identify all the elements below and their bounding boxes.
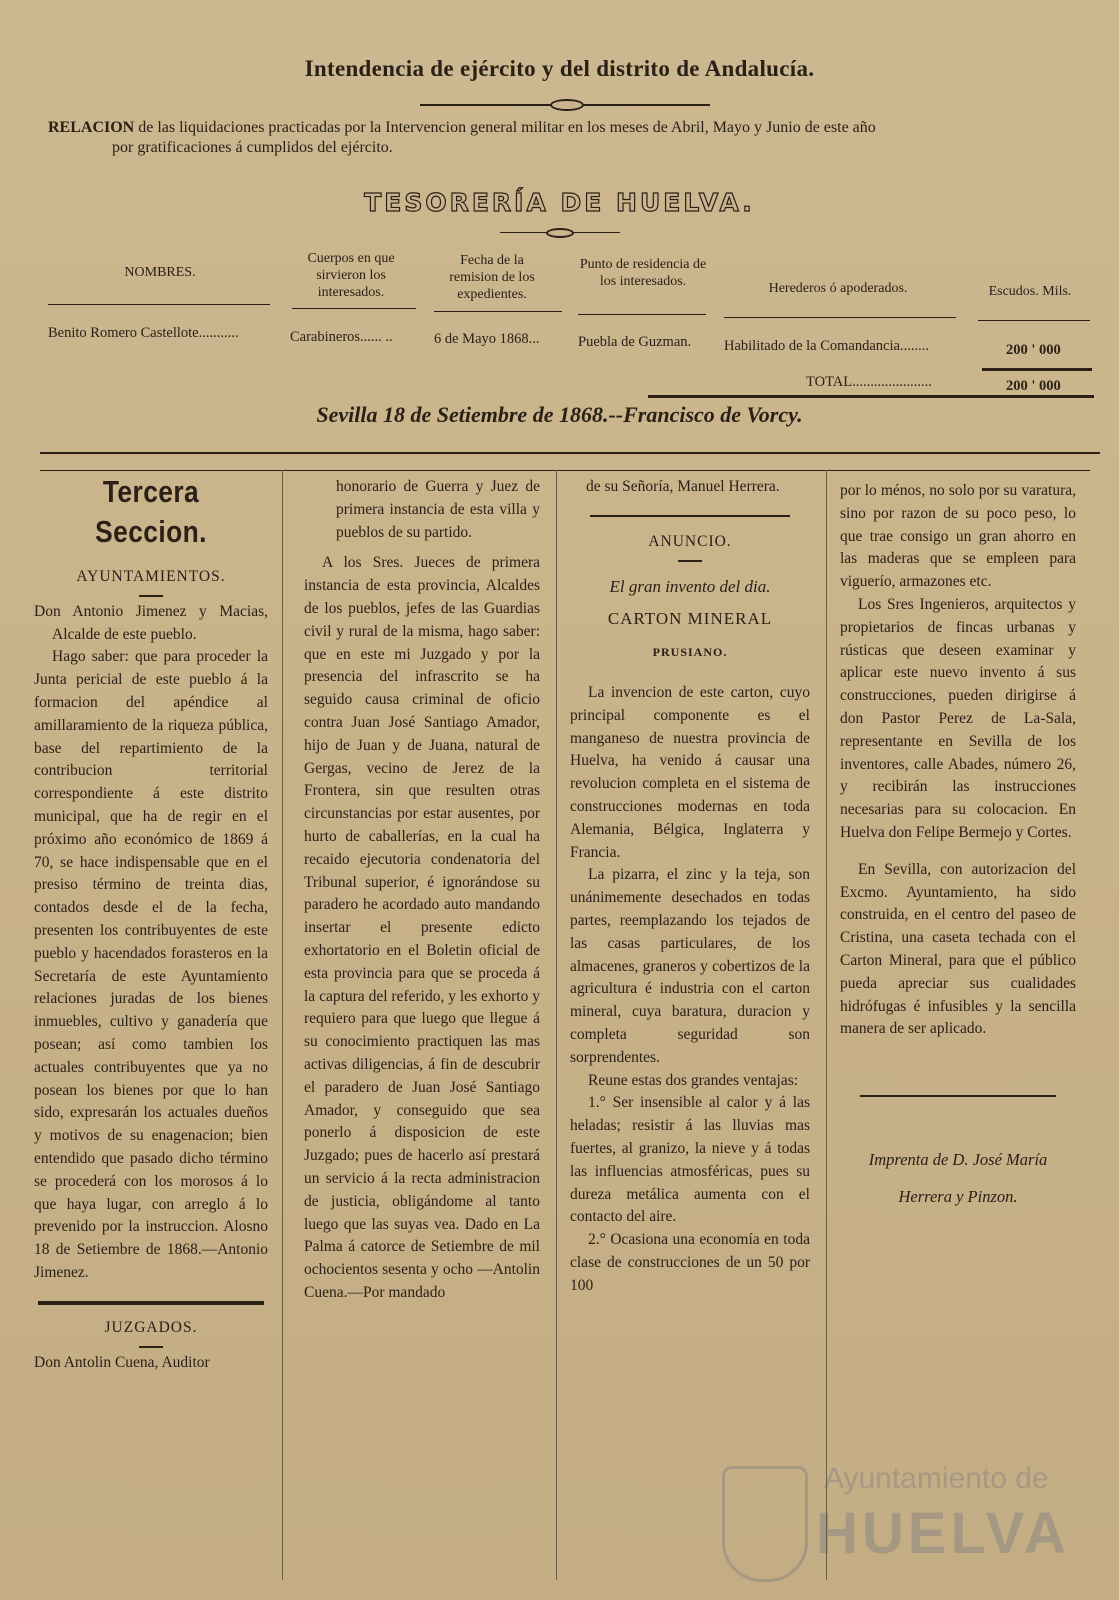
anuncio-para-8: En Sevilla, con autorizacion del Excmo. Ayuntamiento, ha sido construida, en el centro del paseo de Cristina, una caseta techada con el Carton Mineral, para que el público pueda apreciar sus cualidades hidrófugas é infusibles y la sencilla manera de ser aplicado. (840, 860, 1076, 1038)
watermark-line-1: Ayuntamiento de (824, 1462, 1049, 1495)
cell-importe: 200 ' 000 (1006, 342, 1061, 358)
relacion-line2: por gratificaciones á cumplidos del ejército. (112, 139, 393, 156)
tesoreria-ornament-knot (546, 228, 574, 238)
anuncio-para-2: La pizarra, el zinc y la teja, son unánimemente desechados en todas partes, reemplazando los tejados de las casas particulares, de los almacenes, graneros y cobertizos de la agricultura é industria con el carton mineral, cuya baratura, duracion y completa seguridad son sorprendentes. (570, 866, 810, 1066)
juzgados-dash (139, 1346, 163, 1348)
col-header-herederos: Herederos ó apoderados. (768, 281, 908, 296)
archive-watermark (716, 1442, 1106, 1592)
title-ornament-knot (550, 99, 584, 111)
column-divider-3 (826, 470, 827, 1580)
cell-cuerpo: Carabineros...... .. (290, 329, 393, 345)
imprenta-line-2: Herrera y Pinzon. (898, 1186, 1018, 1206)
col-header-punto: Punto de residencia de los interesados. (579, 257, 707, 289)
total-rule (648, 395, 1094, 398)
cell-punto: Puebla de Guzman. (578, 334, 692, 350)
column-4 (840, 480, 1076, 1209)
column-1 (34, 472, 268, 1374)
anuncio-para-3: Reune estas dos grandes ventajas: (588, 1071, 799, 1089)
total-value: 200 ' 000 (1006, 378, 1061, 394)
alcalde-name: Don Antonio Jimenez y Macias, Alcalde de este pueblo. (34, 602, 268, 643)
col-header-nombres: NOMBRES. (124, 265, 196, 280)
relacion-line1: de las liquidaciones practicadas por la Intervencion general militar en los meses de Abril, Mayo y Junio de este año (134, 119, 876, 136)
juzgados-heading: JUZGADOS. (104, 1318, 198, 1336)
ayuntamientos-heading: AYUNTAMIENTOS. (76, 568, 226, 585)
col4-rule (860, 1095, 1056, 1097)
anuncio-para-1: La invencion de este carton, cuyo principal componente es el manganeso de nuestra provincia de Huelva, ha venido á causar una revolucion completa en el sistema de construcciones modernas en toda Alemania, Bélgica, Inglaterra y Francia. (570, 683, 810, 861)
tesoreria-heading: TESORERÍA DE HUELVA. (364, 188, 755, 217)
col3-rule (590, 515, 790, 517)
auditor-title-cont: honorario de Guerra y Juez de primera instancia de esta villa y pueblos de su partido. (336, 478, 540, 541)
gran-invento-line: El gran invento del dia. (609, 576, 771, 596)
cell-nombre: Benito Romero Castellote........... (48, 325, 239, 341)
imprenta-line-1: Imprenta de D. José María (868, 1150, 1048, 1170)
watermark-line-2: HUELVA (816, 1501, 1070, 1566)
header-rule-nombres (48, 304, 270, 305)
anuncio-para-7: Los Sres Ingenieros, arquitectos y propietarios de fincas urbanas y rústicas que deseen examinar y aplicar este nuevo invento á sus construcciones, pueden dirigirse á don Pastor Perez de La-Sala, representante en Sevilla de los inventores, calle Abades, número 26, y recibirán las instrucciones necesarias para su colocacion. En Huelva don Felipe Bermejo y Cortes. (840, 595, 1076, 841)
relacion-lead: RELACION (48, 119, 135, 136)
ayuntamientos-dash (139, 595, 163, 597)
relacion-intro (48, 118, 1098, 158)
page-title: Intendencia de ejército y del distrito de Andalucía. (304, 56, 815, 81)
prusiano-label: PRUSIANO. (652, 645, 728, 660)
dateline-signature: Sevilla 18 de Setiembre de 1868.--Francisco de Vorcy. (316, 402, 803, 427)
col-header-escudos: Escudos. Mils. (988, 284, 1072, 299)
column-divider-2 (556, 470, 557, 1580)
ayuntamiento-notice: Hago saber: que para proceder la Junta pericial de este pueblo á la formacion del apéndice al amillaramiento de la riqueza pública, base del repartimiento de la contribucion territorial correspondiente á este distrito municipal, que ha de regir en el próximo año económico de 1869 á 70, se hace indispensable que en el presiso término de treinta dias, contados desde el de la fecha, presenten los contribuyentes de este pueblo y hacendados forasteros en la Secretaría de este Ayuntamiento relaciones juradas de los bienes inmuebles, cultivo y ganadería que posean; así como tambien los actuales contribuyentes que ya no posean los bienes por que lo han sido, expresarán los actuales dueños y motivos de su enagenacion; bien entendido que pasado dicho término se procederá con los morosos á lo que haya lugar, con arreglo á lo prevenido por la instruccion. Alosno 18 de Setiembre de 1868.—Antonio Jimenez. (34, 648, 268, 1281)
juzgado-edict: A los Sres. Jueces de primera instancia de esta provincia, Alcaldes de los pueblos, jefes de las Guardias civil y rural de la misma, hago saber: que en este mi Juzgado y por la presencia del infrascrito se ha seguido causa criminal de oficio contra Juan José Santiago Amador, hijo de Juan y de Juana, natural de Gergas, vecino de Jerez de la Frontera, sin que resulten otras circunstancias por estar ausentes, por hurto de caballerías, en la cual ha recaido ejecutoria condenatoria del Tribunal superior, é ignorándose su paradero he acordado auto mandando insertar el presente edicto exhortatorio en el Boletin oficial de esta provincia para que se proceda á la captura del referido, y les exhorto y requiero para que luego que llegue á su conocimiento practiquen las mas activas diligencias, á fin de descubrir el paradero de Juan José Santiago Amador, y conseguido que sea ponerlo á disposicion de este Juzgado; pues de hacerlo así prestará un servicio á la recta administracion de justicia, obligándome al tanto luego que las suyas vea. Dado en La Palma á catorce de Setiembre de mil ochocientos sesenta y ocho —Antolin Cuena.—Por mandado (304, 554, 540, 1301)
column-2 (304, 476, 540, 1305)
col-header-cuerpos: Cuerpos en que sirvieron los interesados. (307, 251, 395, 300)
header-rule-herederos (724, 317, 956, 318)
carton-mineral-heading: CARTON MINERAL (607, 609, 773, 629)
anuncio-heading: ANUNCIO. (648, 532, 732, 550)
city-shield-icon (722, 1466, 808, 1582)
cell-fecha: 6 de Mayo 1868... (434, 331, 540, 347)
anuncio-para-5: 2.° Ocasiona una economía en toda clase de construcciones de un 50 por 100 (570, 1231, 810, 1294)
col1-rule (38, 1301, 264, 1305)
tercera-seccion-heading: Tercera Seccion. (95, 474, 207, 549)
anuncio-dash (678, 560, 702, 562)
header-rule-escudos (978, 320, 1090, 321)
header-rule-fecha (434, 311, 562, 312)
anuncio-para-4: 1.° Ser insensible al calor y á las heladas; resistir á las lluvias mas fuertes, al granizo, la nieve y á todas las influencias atmosféricas, pues su dureza metálica aumenta con el contacto del aire. (570, 1094, 810, 1226)
importe-rule (982, 368, 1092, 371)
section-divider-thin (40, 470, 1090, 471)
senoria-signature: de su Señoría, Manuel Herrera. (586, 478, 780, 495)
header-rule-cuerpos (292, 308, 416, 309)
column-divider-1 (282, 470, 283, 1580)
section-divider (40, 452, 1100, 454)
header-rule-punto (578, 314, 706, 315)
column-3 (570, 476, 810, 1298)
auditor-name: Don Antolin Cuena, Auditor (34, 1353, 210, 1371)
total-label: TOTAL...................... (806, 374, 932, 390)
col-header-fecha: Fecha de la remision de los expedientes. (449, 253, 535, 302)
cell-heredero: Habilitado de la Comandancia........ (724, 338, 929, 354)
anuncio-para-6: por lo ménos, no solo por su varatura, sino por razon de su poco peso, lo que trae consigo un gran ahorro en las maderas que se empleen para viguerío, armazones etc. (840, 482, 1076, 591)
